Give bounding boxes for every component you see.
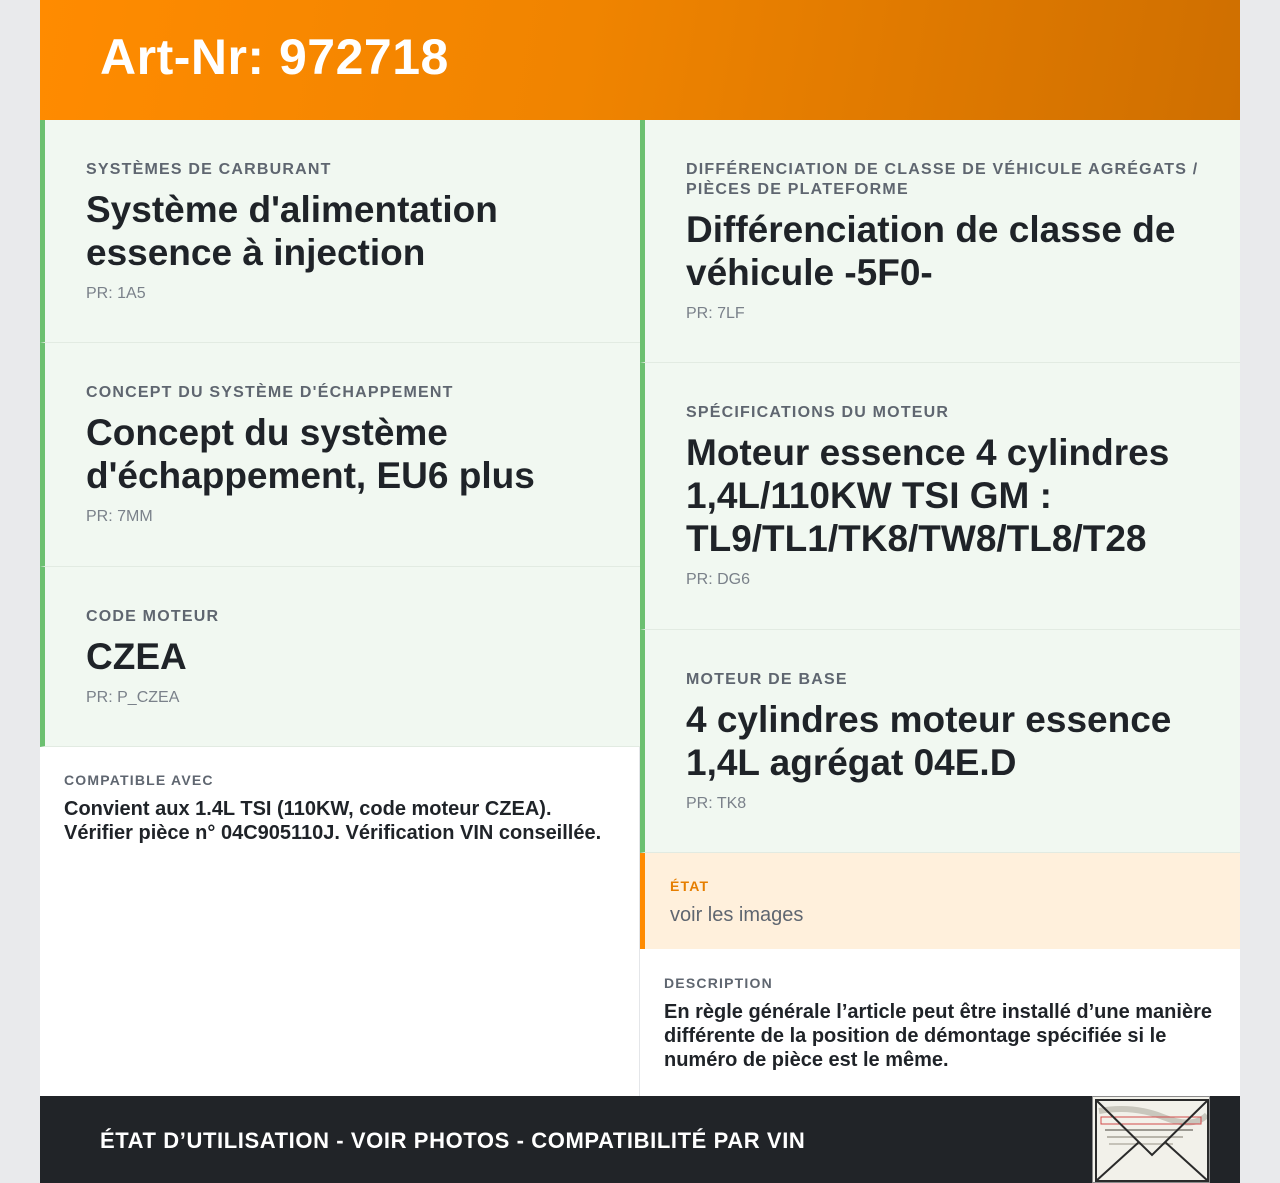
attribute-label: CODE MOTEUR xyxy=(86,608,220,625)
attribute-value: Moteur essence 4 cylindres 1,4L/110KW TSI GM : TL9/TL1/TK8/TW8/TL8/T28 xyxy=(686,432,1170,559)
compatible-section xyxy=(40,747,640,1096)
attribute-card-vehicle-class xyxy=(640,120,1240,363)
footer-banner xyxy=(40,1096,1240,1183)
description-text: En règle générale l’article peut être installé d’une manière différente de la position de démontage spécifiée si le numéro de pièce est le même. xyxy=(664,1001,1212,1071)
attribute-card-engine-code xyxy=(40,567,640,747)
attribute-value: Différenciation de classe de véhicule -5F0- xyxy=(686,209,1176,293)
attribute-value: 4 cylindres moteur essence 1,4L agrégat 04E.D xyxy=(686,699,1172,783)
attribute-pr-code: PR: 7LF xyxy=(686,305,745,322)
left-column xyxy=(40,120,640,1096)
envelope-photo-icon xyxy=(1093,1097,1210,1183)
product-sheet xyxy=(40,0,1240,1183)
article-number-title: Art-Nr: 972718 xyxy=(100,29,449,85)
attribute-label: MOTEUR DE BASE xyxy=(686,671,848,688)
attribute-pr-code: PR: TK8 xyxy=(686,795,747,812)
attribute-label: DIFFÉRENCIATION DE CLASSE DE VÉHICULE AGRÉGATS / PIÈCES DE PLATEFORME xyxy=(686,161,1199,198)
attribute-value: Concept du système d'échappement, EU6 plus xyxy=(86,412,535,496)
footer-text: ÉTAT D’UTILISATION - VOIR PHOTOS - COMPATIBILITÉ PAR VIN xyxy=(100,1128,806,1153)
attribute-pr-code: PR: P_CZEA xyxy=(86,689,180,706)
condition-text: voir les images xyxy=(670,904,804,926)
attribute-label: CONCEPT DU SYSTÈME D'ÉCHAPPEMENT xyxy=(86,384,454,401)
attribute-card-fuel-system xyxy=(40,120,640,343)
attribute-value: CZEA xyxy=(86,636,187,677)
attribute-card-base-engine xyxy=(640,630,1240,853)
compatible-text: Convient aux 1.4L TSI (110KW, code moteur CZEA). Vérifier pièce n° 04C905110J. Vérification VIN conseillée. xyxy=(64,798,602,844)
description-label: DESCRIPTION xyxy=(664,975,773,991)
condition-label: ÉTAT xyxy=(670,878,710,894)
right-column xyxy=(640,120,1240,853)
page-header xyxy=(40,0,1240,120)
attribute-pr-code: PR: 1A5 xyxy=(86,285,146,302)
compatible-label: COMPATIBLE AVEC xyxy=(64,772,214,788)
condition-section xyxy=(640,853,1240,949)
attribute-card-engine-specs xyxy=(640,363,1240,630)
description-section xyxy=(640,950,1240,1096)
part-label-thumbnail[interactable] xyxy=(1092,1096,1210,1183)
attribute-label: SYSTÈMES DE CARBURANT xyxy=(86,161,332,178)
attribute-value: Système d'alimentation essence à injection xyxy=(86,189,498,273)
attribute-pr-code: PR: 7MM xyxy=(86,508,153,525)
attribute-pr-code: PR: DG6 xyxy=(686,571,751,588)
attribute-card-exhaust-concept xyxy=(40,343,640,567)
attribute-label: SPÉCIFICATIONS DU MOTEUR xyxy=(686,404,950,421)
